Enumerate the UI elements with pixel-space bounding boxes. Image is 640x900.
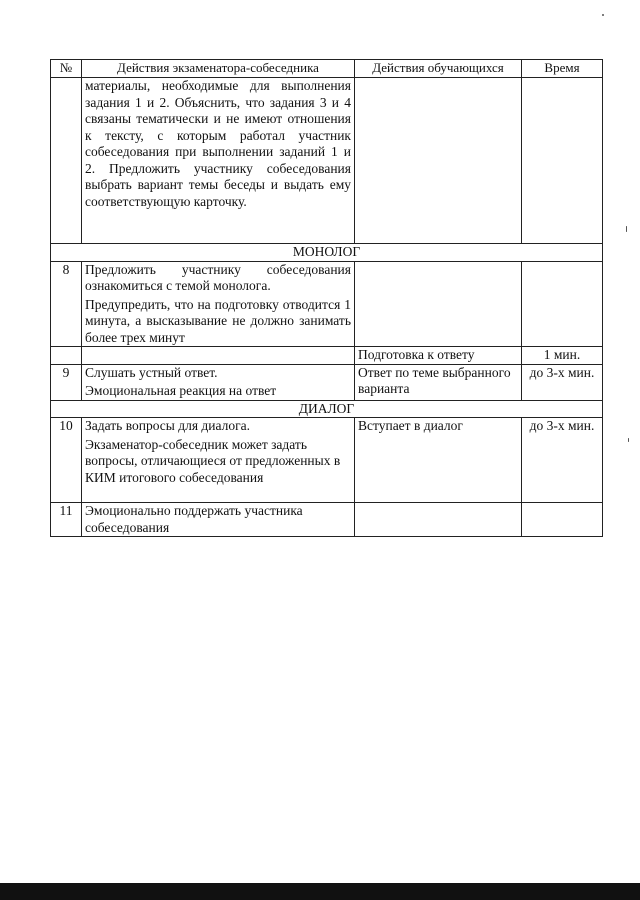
examiner-action-cell [82, 347, 355, 365]
row-num [51, 78, 82, 244]
scan-bottom-edge [0, 883, 640, 900]
header-time: Время [522, 60, 603, 78]
examiner-action-cell: Эмоционально поддержать участника собеседования [82, 503, 355, 537]
student-action-cell [355, 503, 522, 537]
row-num: 11 [51, 503, 82, 537]
header-examiner-actions: Действия экзаменатора-собеседника [82, 60, 355, 78]
section-row [51, 244, 603, 262]
table-row [51, 503, 603, 537]
scan-speck [602, 14, 604, 16]
student-action-cell: Ответ по теме выбранного варианта [355, 364, 522, 400]
examiner-action-text: Экзаменатор-собеседник может задать вопросы, отличающиеся от предложенных в КИМ итогового собеседования [85, 436, 341, 485]
header-student-actions: Действия обучающихся [355, 60, 522, 78]
student-action-cell [355, 261, 522, 347]
examiner-action-text: Предложить участнику собеседования ознакомиться с темой монолога. [85, 261, 351, 293]
time-cell [522, 503, 603, 537]
row-num: 8 [51, 261, 82, 347]
table-row [51, 347, 603, 365]
row-num: 9 [51, 364, 82, 400]
table-row [51, 261, 603, 347]
examiner-action-cell [82, 364, 355, 400]
examiner-action-text: Предупредить, что на подготовку отводится 1 минута, а высказывание не должно занимать более трех минут [85, 296, 351, 345]
examiner-action-text: Слушать устный ответ. [85, 364, 218, 380]
time-cell [522, 261, 603, 347]
section-title-dialog: ДИАЛОГ [51, 400, 603, 418]
row-num: 10 [51, 418, 82, 503]
student-action-cell [355, 78, 522, 244]
table-row [51, 78, 603, 244]
time-cell: до 3-х мин. [522, 418, 603, 503]
section-row [51, 400, 603, 418]
time-cell [522, 78, 603, 244]
examiner-action-text: Задать вопросы для диалога. [85, 418, 251, 433]
table-row [51, 364, 603, 400]
exam-procedure-table [50, 59, 603, 537]
time-cell: 1 мин. [522, 347, 603, 365]
scan-speck [628, 438, 629, 442]
student-action-cell: Вступает в диалог [355, 418, 522, 503]
time-cell: до 3-х мин. [522, 364, 603, 400]
table-header-row [51, 60, 603, 78]
row-num [51, 347, 82, 365]
section-title-monolog: МОНОЛОГ [51, 244, 603, 262]
student-action-cell: Подготовка к ответу [355, 347, 522, 365]
examiner-action-cell [82, 418, 355, 503]
examiner-action-cell [82, 261, 355, 347]
table-row [51, 418, 603, 503]
header-num: № [51, 60, 82, 78]
examiner-action-text: Эмоциональная реакция на ответ [85, 383, 277, 398]
examiner-action-cell: материалы, необходимые для выполнения задания 1 и 2. Объяснить, что задания 3 и 4 связаны тематически и не имеют отношения к тексту, с которым работал участник собеседования при выполнении заданий 1 и 2. Предложить участнику собеседования выбрать вариант темы беседы и выдать ему соответствующую карточку. [82, 78, 355, 244]
scan-speck [626, 226, 627, 232]
